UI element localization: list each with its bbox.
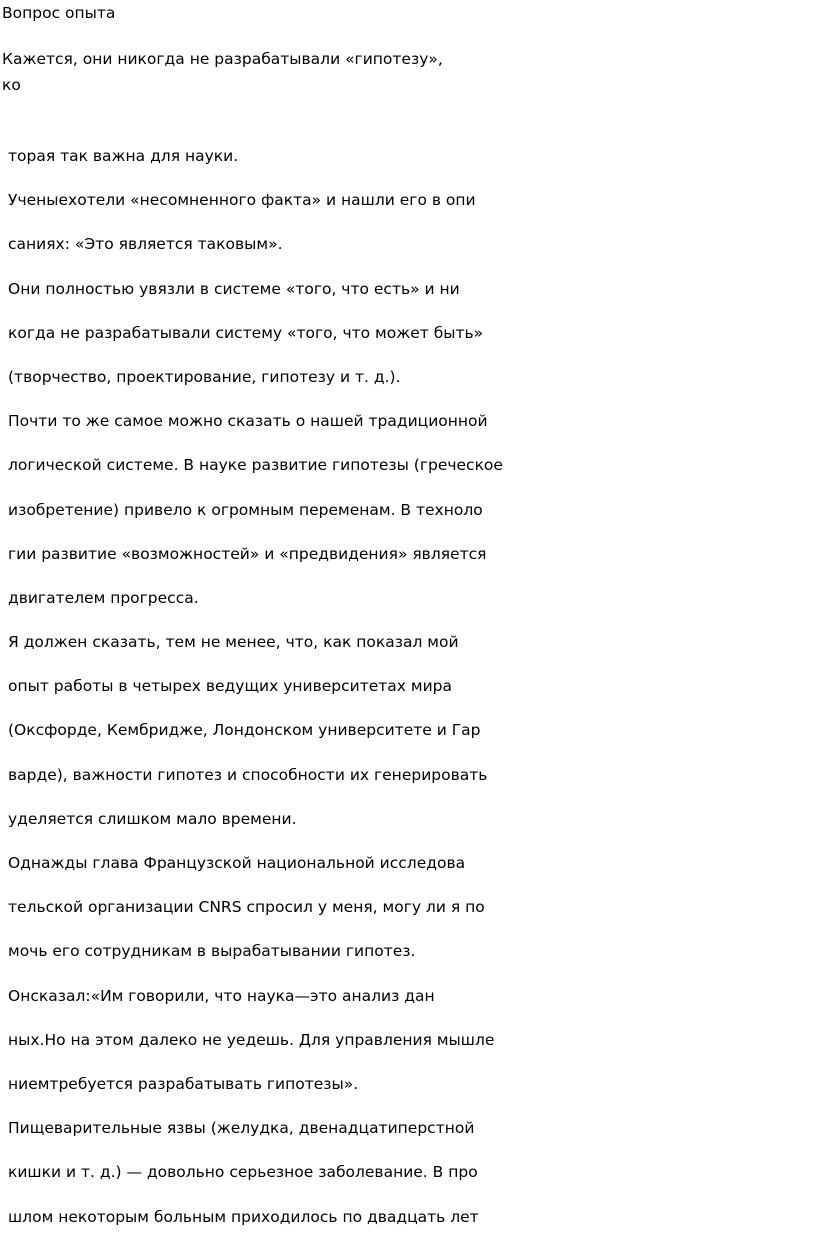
text-line: Почти то же самое можно сказать о нашей традиционной [8,412,488,431]
text-line: саниях: «Это является таковым». [8,235,283,254]
text-line: Ученыехотели «несомненного факта» и нашли его в опи [8,191,476,210]
text-line: тельской организации CNRS спросил у меня, могу ли я по [8,898,485,917]
text-line: когда не разрабатывали систему «того, что может быть» [8,323,484,342]
intro-line: ко [2,76,21,94]
text-line: ных.Но на этом далеко не уедешь. Для управления мышле [8,1030,495,1049]
body-text [8,143,503,1248]
text-line: варде), важности гипотез и способности их генерировать [8,765,488,784]
text-line: двигателем прогресса. [8,588,199,607]
text-line: мочь его сотрудникам в вырабатывании гипотез. [8,942,416,961]
text-line: изобретение) привело к огромным переменам. В техноло [8,500,483,519]
text-line: логической системе. В науке развитие гипотезы (греческое [8,456,503,475]
text-line: гии развитие «возможностей» и «предвидения» является [8,544,487,563]
text-line: уделяется слишком мало времени. [8,809,297,828]
text-line: кишки и т. д.) — довольно серьезное заболевание. В про [8,1163,478,1182]
intro-line: Кажется, они никогда не разрабатывали «гипотезу», [2,50,443,68]
text-line: Онсказал:«Им говорили, что наука—это анализ дан [8,986,435,1005]
text-line: шлом некоторым больным приходилось по двадцать лет [8,1207,479,1226]
text-line: (Оксфорде, Кембридже, Лондонском университете и Гар [8,721,481,740]
text-line: торая так важна для науки. [8,147,239,165]
text-line: Я должен сказать, тем не менее, что, как показал мой [8,633,459,652]
text-line: Они полностью увязли в системе «того, что есть» и ни [8,279,460,298]
text-line: Однажды глава Французской национальной исследова [8,854,466,872]
intro-paragraph [2,46,443,98]
text-line: ниемтребуется разрабатывать гипотезы». [8,1074,359,1093]
text-line: (творчество, проектирование, гипотезу и т. д.). [8,367,401,386]
document-heading: Вопрос опыта [2,4,116,22]
text-line: Пищеварительные язвы (желудка, двенадцатиперстной [8,1119,475,1138]
text-line: опыт работы в четырех ведущих университетах мира [8,677,452,696]
